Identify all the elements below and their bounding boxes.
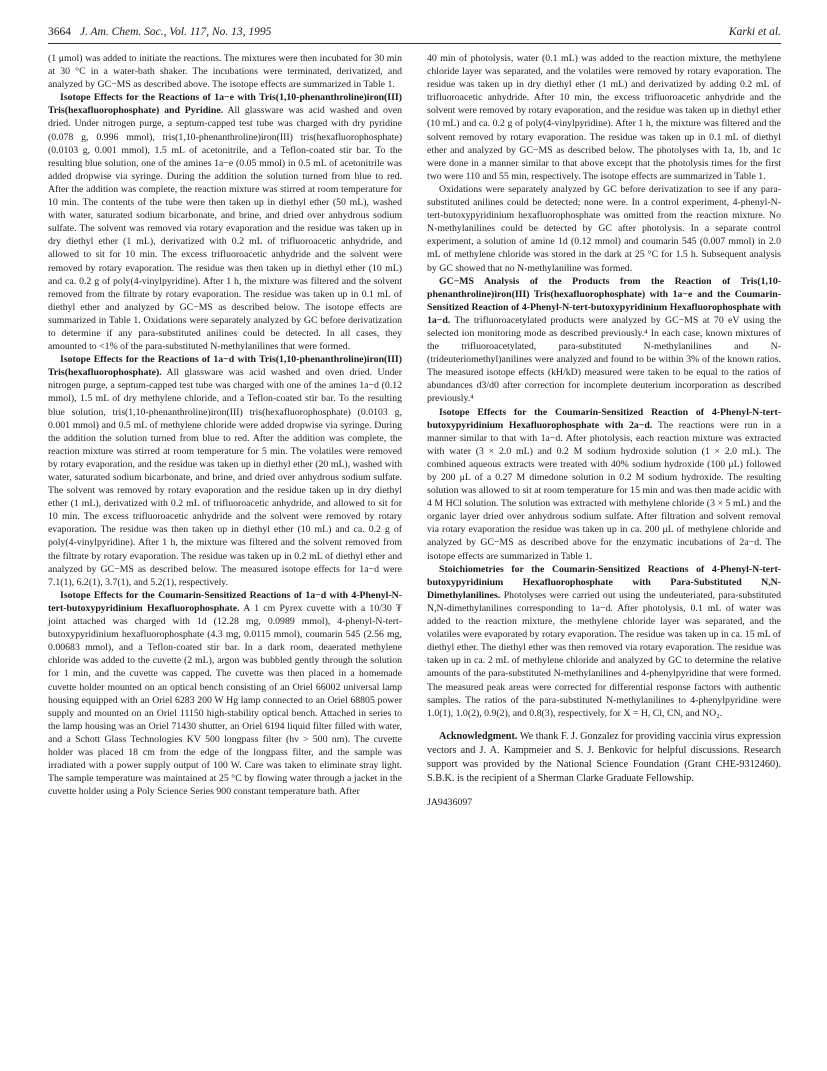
paragraph: [427, 183, 781, 275]
paragraph-text: The trifluoroacetylated products were analyzed by GC−MS at 70 eV using the selected ion monitoring mode as described previously.⁴ In each case, known mixtures of the trifluoroacetylated, para-substituted N-methylanilines and N-(trideuteriomethyl)anilines were analyzed and found to be within 3% of the known ratios. The measured isotope effects (kH/kD) measured were taken to be equal to the ratios of abundances d3/d0 after correction for incomplete deuterium incorporation as described previously.⁴: [427, 314, 781, 405]
page-number: 3664: [48, 26, 71, 38]
left-column: [48, 52, 402, 798]
paragraph: [427, 275, 781, 406]
acknowledgment-text: We thank F. J. Gonzalez for providing vaccinia virus expression vectors and J. A. Kampmeier and S. J. Benkovic for helpful discussions. Research support was provided by the National Science Foundation (Grant CHE-9312460). S.B.K. is the recipient of a Sherman Clarke Graduate Fellowship.: [427, 730, 781, 784]
paragraph-text: 40 min of photolysis, water (0.1 mL) was added to the reaction mixture, the methylene chloride layer was separated, and the volatiles were removed by rotary evaporation. The residue was taken up in dry diethyl ether (1 mL) and derivatized by adding 0.2 mL of trifluoroacetic anhydride. After 10 min, the excess trifluoroacetic anhydride and the solvent were removed by rotary evaporation, and the residue was taken up in diethyl ether (10 mL) and ca. 0.2 g of poly(4-vinylpyridine). After 1 h, the mixture was filtered and the solvent removed by rotary evaporation. The residue was taken up in 0.1 mL of diethyl ether and analyzed by GC−MS as described below. The photolyses with 1a, 1b, and 1c were done in a manner similar to that above except that the photolysis times for the first two were 110 and 55 min, respectively. The isotope effects are summarized in Table 1.: [427, 53, 781, 182]
paragraph-heading: Isotope Effects for the Reactions of 1a−e with Tris(1,10-phenanthroline)iron(III) Tris(hexafluorophosphate) and Pyridine.: [48, 92, 402, 117]
paragraph-heading: Stoichiometries for the Coumarin-Sensitized Reactions of 4-Phenyl-N-tert-butoxypyridinium Hexafluorophosphate with Para-Substituted N,N-Dimethylanilines.: [427, 563, 781, 601]
paragraph-heading: Isotope Effects for the Coumarin-Sensitized Reaction of 4-Phenyl-N-tert-butoxypyridinium Hexafluorophosphate with 2a−d.: [427, 406, 781, 431]
paragraph-heading: Isotope Effects for the Reactions of 1a−d with Tris(1,10-phenanthroline)iron(III) Tris(hexafluorophosphate).: [48, 354, 402, 379]
paragraph-text: Oxidations were separately analyzed by GC before derivatization to see if any para-substituted anilines could be detected; none were. In a control experiment, 4-phenyl-N-tert-butoxypyridinium hexafluorophosphate was omitted from the reaction mixture. No N-methylanilines could be detected by GC after photolysis. In a separate control experiment, a solution of amine 1d (0.12 mmol) and coumarin 545 (0.007 mmol) in 2.0 mL of methylene chloride was stored in the dark at 25 °C for 1.5 h. Subsequent analysis by GC showed that no N-methylaniline was formed.: [427, 183, 781, 274]
right-column: [427, 52, 781, 809]
paragraph: [48, 589, 402, 799]
journal-citation: J. Am. Chem. Soc., Vol. 117, No. 13, 1995: [79, 26, 272, 38]
header-rule: [48, 43, 781, 44]
running-header: [48, 26, 781, 42]
manuscript-id: JA9436097: [427, 796, 473, 808]
paragraph: [427, 406, 781, 563]
paragraph-text: Photolyses were carried out using the undeuteriated, para-substituted N,N-dimethylanilines corresponding to 1a−d. After photolysis, 0.1 mL of water was added to the reaction mixture, the methylene chloride layer was separated, and the volatiles were evaporated by rotary evaporation. The residue was taken up in ca. 15 mL of diethyl ether. The diethyl ether was then removed via rotary evaporation. The residue was taken up in ca. 2 mL of methylene chloride and analyzed by GC to determine the relative amounts of the para-substituted N-methylanilines and 4-phenylpyridine that were formed. The measured peak areas were corrected for differential response factors with authentic samples. The ratios of the para-substituted N-methylanilines to 4-phenylpyridine were 1.0(1), 1.0(2), 0.9(2), and 0.8(3), respectively, for X = H, Cl, CN, and NO₂.: [427, 589, 781, 719]
author-header: Karki et al.: [728, 26, 781, 38]
paragraph-text: The reactions were run in a manner similar to that with 1a−d. After photolysis, each reaction mixture was extracted with water (3 × 2.0 mL) and 0.2 M sodium hydroxide solution (1 × 2.0 mL). The combined aqueous extracts were treated with 40% sodium hydroxide (100 μL) followed by 200 μL of a 0.27 M dimedone solution in 0.2 M sodium hydroxide. The resulting solution was allowed to sit at room temperature for 15 min and was then made acidic with 4 M HCl solution. The solution was extracted with methylene chloride (3 × 5 mL) and the organic layer dried over anhydrous sodium sulfate. After filtration and solvent removal via rotary evaporation the residue was taken up in ca. 200 μL of methylene chloride and analyzed by GC−MS as described above for the enzymatic incubations of 2a−d. The isotope effects are summarized in Table 1.: [427, 419, 781, 562]
paragraph: [427, 563, 781, 720]
paragraph-heading: GC−MS Analysis of the Products from the Reaction of Tris(1,10-phenanthroline)iron(III) Tris(hexafluorophosphate) with 1a−e and the Coumarin-Sensitized Reaction of 4-Phenyl-N-tert-butoxypyridinium Hexafluorophosphate with 1a−d.: [427, 275, 781, 326]
acknowledgment: [427, 730, 781, 786]
paragraph-text: (1 μmol) was added to initiate the reactions. The mixtures were then incubated for 30 min at 30 °C in a water-bath shaker. The incubations were terminated, derivatized, and analyzed by GC−MS as described above. The isotope effects are summarized in Table 1.: [48, 53, 402, 91]
paragraph: [48, 91, 402, 353]
paragraph: [427, 52, 781, 183]
paragraph: [48, 52, 402, 91]
acknowledgment-heading: Acknowledgment.: [439, 730, 518, 742]
paragraph: [48, 353, 402, 589]
paragraph-heading: Isotope Effects for the Coumarin-Sensitized Reactions of 1a−d with 4-Phenyl-N-tert-butoxypyridinium Hexafluorophosphate.: [48, 589, 402, 614]
paragraph-text: A 1 cm Pyrex cuvette with a 10/30 ₮ joint attached was charged with 1d (12.28 mg, 0.0989 mmol), 4-phenyl-N-tert-butoxypyridinium hexafluorophosphate (4.3 mg, 0.0115 mmol), coumarin 545 (2.56 mg, 0.00683 mmol), and a Teflon-coated stir bar. In a dark room, deaerated methylene chloride was added to the cuvette (2 mL), argon was bubbled gently through the solution for 1 min, and the cuvette was capped. The cuvette was then placed in a homemade cuvette holder mounted on an optical bench consisting of an Oriel 66002 universal lamp housing equipped with an Oriel 6283 200 W Hg lamp connected to an Oriel 68805 power supply and mounted on an Oriel 11150 high-stability optical bench. Attached in series to the lamp housing was an Oriel 71430 shutter, an Oriel 6194 liquid filter filled with water, and a Schott Glass Technologies KV 500 longpass filter (hν > 500 nm). The cuvette holder was placed 18 cm from the edge of the longpass filter, and the sample was irradiated with a power supply output of 100 W. Care was taken to eliminate stray light. The sample temperature was maintained at 25 °C by flowing water through a jacket in the cuvette holder using a Poly Science Series 900 constant temperature bath. After: [48, 602, 402, 798]
paragraph-text: All glassware was acid washed and oven dried. Under nitrogen purge, a septum-capped test tube was charged with dry pyridine (0.078 g, 0.996 mmol), tris(1,10-phenanthroline)iron(III) tris(hexafluorophosphate) (0.0103 g, 0.001 mmol), 1.5 mL of acetonitrile, and a Teflon-coated stir bar. To the resulting blue solution, one of the amines 1a−e (0.05 mmol) in 0.5 mL of acetonitrile was added dropwise via syringe. During the addition the solution turned from blue to red. After the addition was complete, the reaction mixture was stirred at room temperature for 10 min. The contents of the tube were then taken up in diethyl ether (50 mL), washed with water, saturated sodium bicarbonate, and brine, and dried over anhydrous sodium sulfate. The solvent was removed via rotary evaporation and the residue was taken up in dry diethyl ether (1 mL), derivatized with 0.2 mL of trifluoroacetic anhydride, and allowed to sit for 10 min. The excess trifluoroacetic anhydride and the solvent were removed by rotary evaporation. The residue was then taken up in diethyl ether (10 mL) and ca. 0.2 g of poly(4-vinylpyridine). After 1 h, the mixture was filtered and the solvent removed from the filtrate by rotary evaporation. The residue was taken up in 0.1 mL of diethyl ether and analyzed by GC−MS as described below. The isotope effects are summarized in Table 1. Oxidations were separately analyzed by GC before derivatization to determine if any para-substituted anilines could be detected. In all cases, they amounted to <1% of the para-substituted N-methylanilines that were formed.: [48, 105, 402, 353]
paragraph-text: All glassware was acid washed and oven dried. Under nitrogen purge, a septum-capped test tube was charged with one of the amines 1a−d (0.12 mmol), 1.5 mL of dry methylene chloride, and a Teflon-coated stir bar. To the resulting blue solution, tris(1,10-phenanthroline)iron(III) tris(hexafluorophosphate) (0.0103 g, 0.001 mmol) and 0.5 mL of methylene chloride were added dropwise via syringe. During the addition the solution turned from blue to red. After the addition was complete, the reaction mixture was stirred at room temperature for 5 min. The volatiles were removed by rotary evaporation, and the residue was taken up in diethyl ether (20 mL), washed with water, saturated sodium bicarbonate, and brine, and dried over anhydrous sodium sulfate. The solvent was removed by rotary evaporation and the residue taken up in dry diethyl ether (1 mL), derivatized with 0.2 mL of trifluoroacetic anhydride, and allowed to sit for 10 min. The excess trifluoroacetic anhydride and the solvent were removed by rotary evaporation. The residue was then taken up in diethyl ether (10 mL) and ca. 0.2 g of poly(4-vinylpyridine). After 1 h, the mixture was filtered and the solvent removed from the filtrate by rotary evaporation. The residue was taken up in 0.2 mL of diethyl ether and analyzed by GC−MS as described below. The measured isotope effects for 1a−d were 7.1(1), 6.2(1), 3.7(1), and 5.2(1), respectively.: [48, 367, 402, 588]
